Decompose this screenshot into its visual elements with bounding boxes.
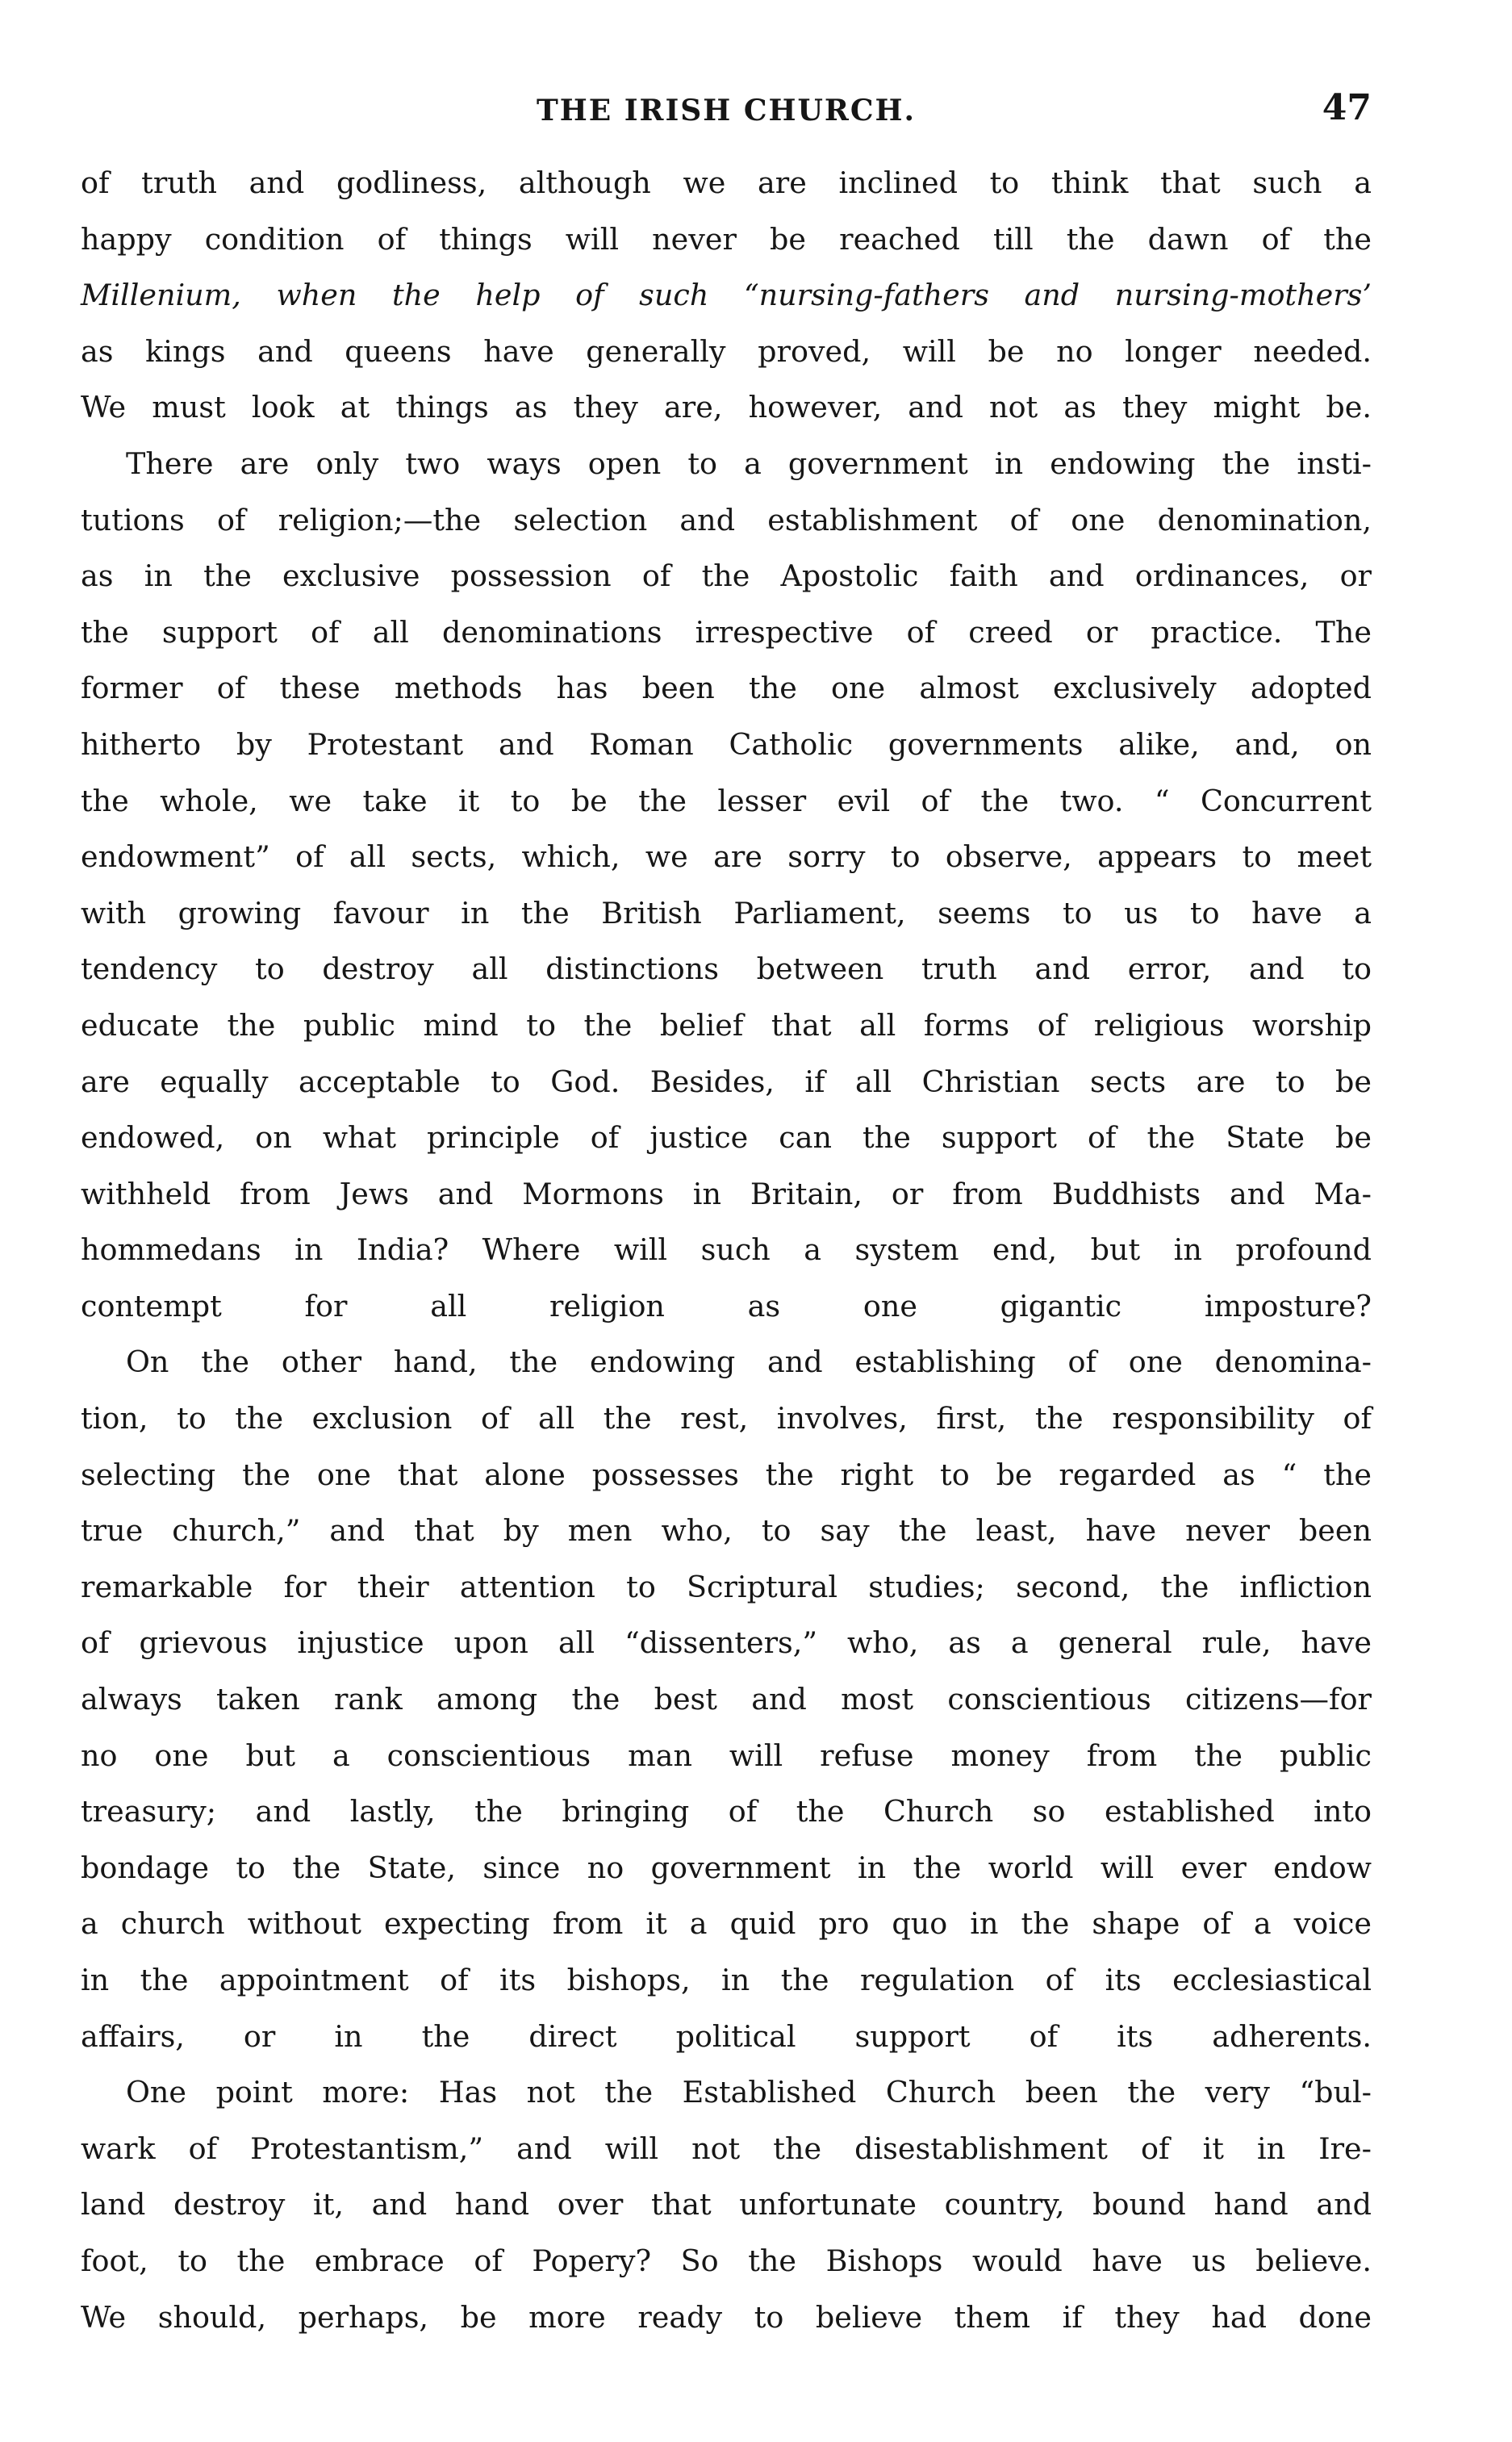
text-line: endowed, on what principle of justice can the support of the State be bbox=[81, 1120, 1372, 1156]
text-line: with growing favour in the British Parliament, seems to us to have a bbox=[81, 895, 1372, 930]
text-line: always taken rank among the best and most conscientious citizens—for bbox=[81, 1682, 1372, 1717]
paragraph-4 bbox=[81, 2064, 1372, 2345]
text-line: hommedans in India? Where will such a system end, but in profound bbox=[81, 1232, 1372, 1268]
text-line: of grievous injustice upon all “dissenters,” who, as a general rule, have bbox=[81, 1625, 1372, 1661]
text-line: On the other hand, the endowing and establishing of one denomina- bbox=[126, 1344, 1372, 1380]
text-line: foot, to the embrace of Popery? So the Bishops would have us believe. bbox=[81, 2243, 1372, 2278]
text-line: remarkable for their attention to Scriptural studies; second, the infliction bbox=[81, 1569, 1372, 1604]
text-line: happy condition of things will never be reached till the dawn of the bbox=[81, 221, 1372, 257]
text-line: educate the public mind to the belief that all forms of religious worship bbox=[81, 1007, 1372, 1043]
text-line: of truth and godliness, although we are inclined to think that such a bbox=[81, 165, 1372, 200]
text-line: withheld from Jews and Mormons in Britain, or from Buddhists and Ma- bbox=[81, 1176, 1372, 1211]
paragraph-2 bbox=[81, 436, 1372, 1335]
text-line: no one but a conscientious man will refuse money from the public bbox=[81, 1737, 1372, 1773]
text-line: Millenium, when the help of such “nursing-fathers and nursing-mothers’ bbox=[81, 278, 1372, 313]
text-line: treasury; and lastly, the bringing of the Church so established into bbox=[81, 1794, 1372, 1829]
page-header bbox=[81, 77, 1372, 150]
text-line: wark of Protestantism,” and will not the disestablishment of it in Ire- bbox=[81, 2130, 1372, 2166]
text-line: former of these methods has been the one almost exclusively adopted bbox=[81, 671, 1372, 706]
text-line: the whole, we take it to be the lesser evil of the two. “ Concurrent bbox=[81, 783, 1372, 818]
text-line: are equally acceptable to God. Besides, if all Christian sects are to be bbox=[81, 1064, 1372, 1099]
text-line: We should, perhaps, be more ready to believe them if they had done bbox=[81, 2299, 1372, 2335]
text-line: a church without expecting from it a quid pro quo in the shape of a voice bbox=[81, 1906, 1372, 1942]
text-line: as kings and queens have generally proved, will be no longer needed. bbox=[81, 333, 1372, 369]
text-line: contempt for all religion as one gigantic imposture? bbox=[81, 1288, 1372, 1323]
running-title: THE IRISH CHURCH. bbox=[536, 94, 917, 128]
text-line: There are only two ways open to a government in endowing the insti- bbox=[126, 445, 1372, 481]
text-line: true church,” and that by men who, to say the least, have never been bbox=[81, 1513, 1372, 1549]
text-line: One point more: Has not the Established Church been the very “bul- bbox=[126, 2075, 1372, 2110]
text-line: affairs, or in the direct political support of its adherents. bbox=[81, 2018, 1372, 2054]
text-line: bondage to the State, since no government in the world will ever endow bbox=[81, 1850, 1372, 1885]
text-line: We must look at things as they are, however, and not as they might be. bbox=[81, 390, 1372, 425]
text-line: in the appointment of its bishops, in the regulation of its ecclesiastical bbox=[81, 1963, 1372, 1997]
paragraph-1 bbox=[81, 155, 1372, 436]
page-number: 47 bbox=[1322, 87, 1372, 128]
paragraph-3 bbox=[81, 1334, 1372, 2064]
text-line: selecting the one that alone possesses the right to be regarded as “ the bbox=[81, 1457, 1372, 1492]
text-line: tion, to the exclusion of all the rest, involves, first, the responsibility of bbox=[81, 1401, 1372, 1436]
text-line: endowment” of all sects, which, we are sorry to observe, appears to meet bbox=[81, 839, 1372, 875]
text-line: the support of all denominations irrespective of creed or practice. The bbox=[81, 614, 1372, 650]
text-line: land destroy it, and hand over that unfortunate country, bound hand and bbox=[81, 2187, 1372, 2222]
text-line: hitherto by Protestant and Roman Catholic governments alike, and, on bbox=[81, 726, 1372, 762]
text-line: tutions of religion;—the selection and establishment of one denomination, bbox=[81, 502, 1372, 537]
text-line: as in the exclusive possession of the Apostolic faith and ordinances, or bbox=[81, 558, 1372, 594]
text-line: tendency to destroy all distinctions between truth and error, and to bbox=[81, 951, 1372, 987]
book-page bbox=[81, 77, 1372, 2345]
